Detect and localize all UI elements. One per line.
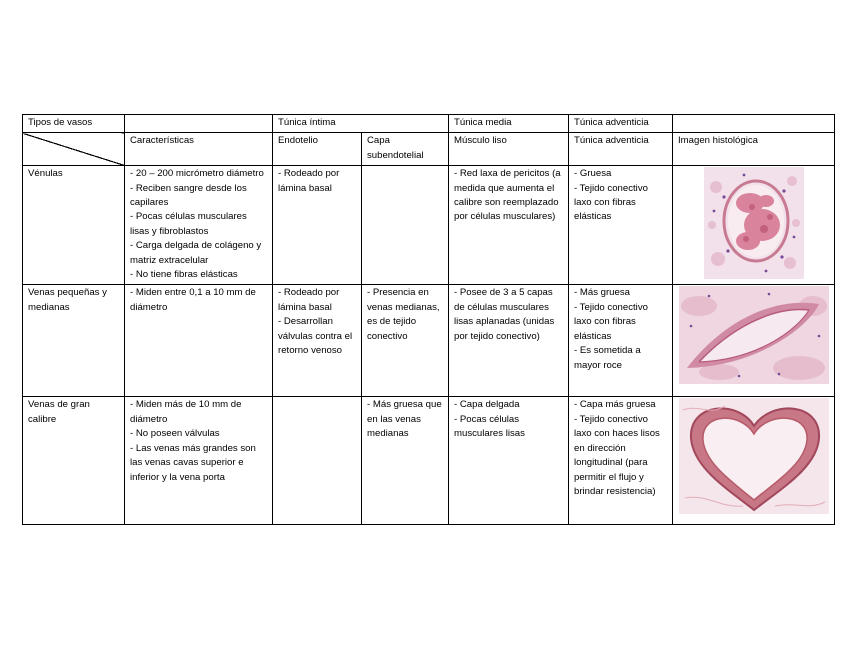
subheader-adventicia: Túnica adventicia — [569, 133, 673, 166]
venule-histology-image — [704, 167, 804, 279]
cell-imagen — [673, 285, 835, 397]
cell-capa-sub — [362, 166, 449, 285]
subheader-endotelio: Endotelio — [273, 133, 362, 166]
header-empty — [125, 115, 273, 133]
subheader-capa-sub: Capa subendotelial — [362, 133, 449, 166]
list-item: - Pocas células musculares lisas y fibroblastos — [130, 211, 247, 237]
list-item: - Es sometida a mayor roce — [574, 345, 641, 371]
cell-musculo — [449, 166, 569, 285]
header-tipos: Tipos de vasos — [23, 115, 125, 133]
cell-adventicia — [569, 285, 673, 397]
cell-endotelio — [273, 285, 362, 397]
header-media: Túnica media — [449, 115, 569, 133]
table-row — [23, 285, 835, 397]
list-item: - Carga delgada de colágeno y matriz extracelular — [130, 240, 262, 266]
cell-musculo — [449, 285, 569, 397]
table-header-row — [23, 115, 835, 133]
subheader-caracteristicas: Características — [125, 133, 273, 166]
cell-capa-sub — [362, 285, 449, 397]
list-item: - Red laxa de pericitos (a medida que aumenta el calibre son reemplazado por células musculares) — [454, 168, 561, 223]
list-item: - Gruesa — [574, 168, 612, 180]
list-item: - Tejido conectivo laxo con fibras elásticas — [574, 301, 648, 342]
cell-capa-sub — [362, 397, 449, 525]
list-item: - Presencia en venas medianas, es de tejido conectivo — [367, 287, 440, 342]
list-item: - Pocas células musculares lisas — [454, 413, 525, 440]
list-item: - Capa delgada — [454, 399, 520, 411]
table-subheader-row — [23, 133, 835, 166]
header-empty-2 — [673, 115, 835, 133]
list-item: - Reciben sangre desde los capilares — [130, 182, 247, 209]
cell-caracteristicas — [125, 285, 273, 397]
vein-types-table — [22, 114, 835, 525]
list-item: - No poseen válvulas — [130, 428, 220, 440]
row-name: Venas de gran calibre — [23, 397, 125, 525]
cell-endotelio — [273, 166, 362, 285]
list-item: - Rodeado por lámina basal — [278, 287, 340, 313]
list-item: - 20 – 200 micrómetro diámetro — [130, 168, 264, 180]
subheader-musculo: Músculo liso — [449, 133, 569, 166]
list-item: - Tejido conectivo laxo con haces lisos en dirección longitudinal (para permitir el flujo y brindar resistencia) — [574, 413, 660, 497]
diagonal-cell — [23, 133, 125, 166]
cell-imagen — [673, 166, 835, 285]
subheader-imagen: Imagen histológica — [673, 133, 835, 166]
large-vein-histology-image — [679, 398, 829, 514]
row-name: Vénulas — [23, 166, 125, 285]
cell-caracteristicas — [125, 166, 273, 285]
table-row — [23, 166, 835, 285]
list-item: - Miden más de 10 mm de diámetro — [130, 399, 242, 425]
list-item: - Desarrollan válvulas contra el retorno venoso — [278, 316, 353, 357]
cell-adventicia — [569, 166, 673, 285]
list-item: - Más gruesa — [574, 287, 630, 299]
cell-imagen — [673, 397, 835, 525]
list-item: - No tiene fibras elásticas — [130, 269, 238, 281]
cell-caracteristicas — [125, 397, 273, 525]
medium-vein-histology-image — [679, 286, 829, 384]
list-item: - Posee de 3 a 5 capas de células musculares lisas aplanadas (unidas por tejido conectivo) — [454, 287, 555, 342]
list-item: - Capa más gruesa — [574, 399, 656, 411]
list-item: - Las venas más grandes son las venas cavas superior e inferior y la vena porta — [130, 442, 256, 483]
list-item: - Rodeado por lámina basal — [278, 168, 340, 194]
list-item: - Miden entre 0,1 a 10 mm de diámetro — [130, 287, 256, 313]
header-intima: Túnica íntima — [273, 115, 449, 133]
table-row — [23, 397, 835, 525]
row-name: Venas pequeñas y medianas — [23, 285, 125, 397]
cell-musculo — [449, 397, 569, 525]
header-adventicia: Túnica adventicia — [569, 115, 673, 133]
list-item: - Más gruesa que en las venas medianas — [367, 399, 442, 440]
cell-adventicia — [569, 397, 673, 525]
list-item: - Tejido conectivo laxo con fibras elásticas — [574, 182, 648, 223]
cell-endotelio — [273, 397, 362, 525]
